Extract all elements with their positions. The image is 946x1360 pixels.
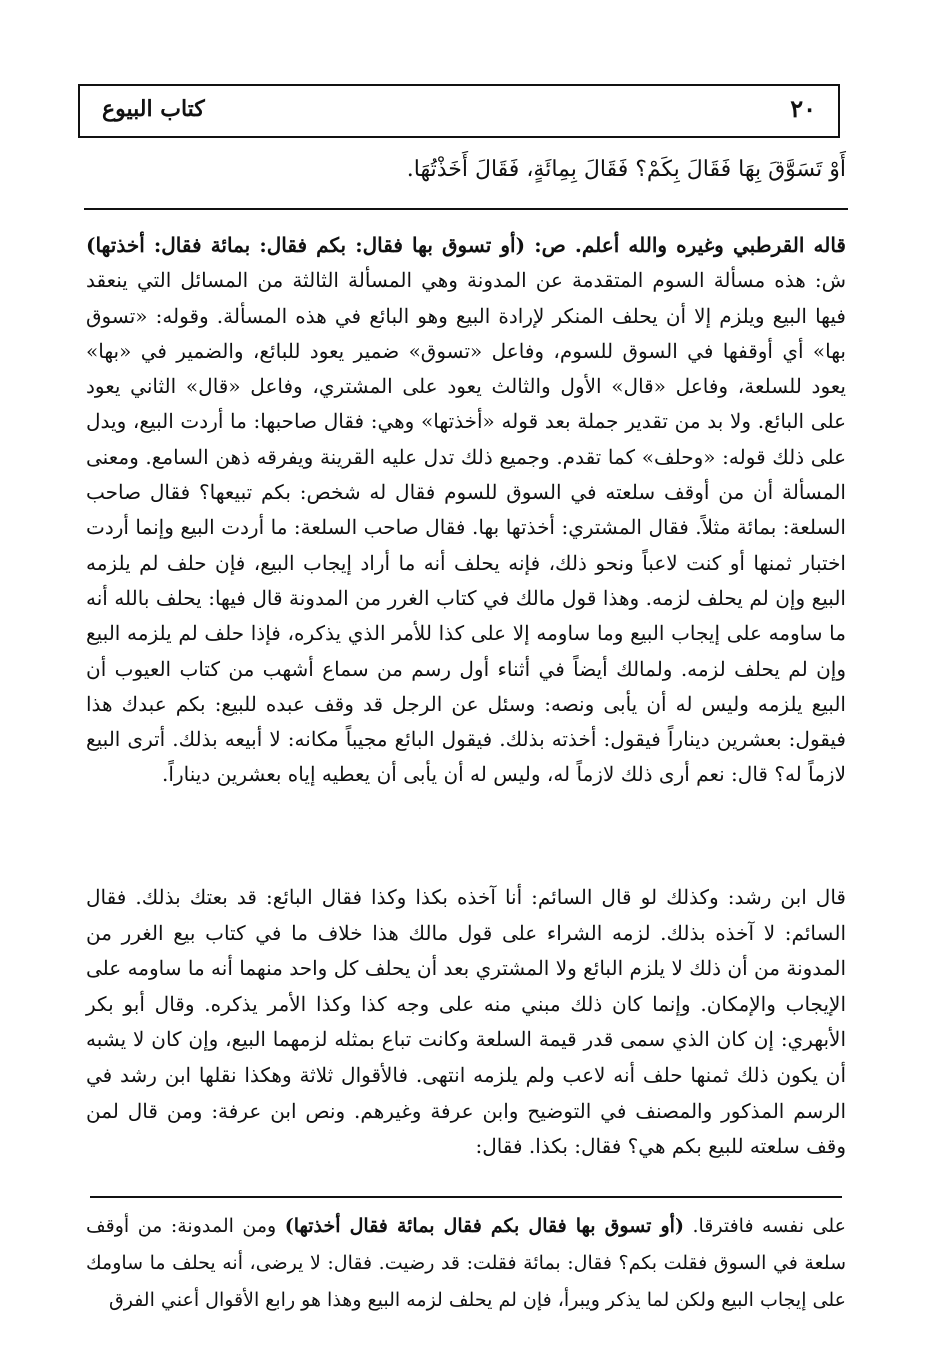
book-title: كتاب البيوع	[102, 96, 205, 122]
page-number: ٢٠	[790, 94, 816, 123]
footnote-commentary	[86, 1208, 846, 1319]
page-header	[78, 84, 840, 138]
top-divider	[84, 208, 848, 210]
footnote-body: ومن المدونة: من أوقف سلعة في السوق فقلت بكم؟ فقال: بمائة فقلت: قد رضيت. فقال: لا يرضى، أنه يحلف ما ساومك على إيجاب البيع ولكن لما يذكر ويبرأ، فإن لم يحلف لزمه البيع وهذا هو رابع الأقوال أعني الفرق	[86, 1215, 846, 1311]
verse-text: أَوْ تَسَوَّقَ بِهَا فَقَالَ بِكَمْ؟ فَقَالَ بِمِائَةٍ، فَقَالَ أَخَذْتُهَا.	[406, 157, 846, 182]
footnote-lead: (أو تسوق بها فقال بكم فقال بمائة فقال أخذتها)	[284, 1215, 684, 1237]
footnote-divider	[90, 1196, 842, 1198]
main-commentary	[86, 228, 846, 793]
secondary-commentary: قال ابن رشد: وكذلك لو قال السائم: أنا آخذه بكذا وكذا فقال البائع: قد بعتك بذلك. فقال السائم: لا آخذه بذلك. لزمه الشراء على قول مالك هذا خلاف ما في كتاب بيع الغرر من المدونة من أن ذلك لا يلزم البائع ولا المشتري بعد أن يحلف كل واحد منهما أنه ما ساومه على الإيجاب والإمكان. وإنما كان ذلك مبني منه على وجه كذا وكذا الأمر يذكره. وقال أبو بكر الأبهري: إن كان الذي سمى قدر قيمة السلعة وكانت تباع بمثله لزمهما البيع، وإن كان لا يشبه أن يكون ذلك ثمنها حلف أنه لاعب ولم يلزمه انتهى. فالأقوال ثلاثة وهكذا نقلها ابن رشد في الرسم المذكور والمصنف في التوضيح وابن عرفة وغيرهم. ونص ابن عرفة: ومن قال لمن وقف سلعته للبيع بكم هي؟ فقال: بكذا. فقال:	[86, 885, 846, 1159]
main-lead: قاله القرطبي وغيره والله أعلم. ص: (أو تسوق بها فقال: بكم فقال: بمائة فقال: أخذتها)	[86, 233, 846, 257]
footnote-pre: على نفسه فافترقا.	[692, 1215, 847, 1237]
main-body: ش: هذه مسألة السوم المتقدمة عن المدونة وهي المسألة الثالثة من المسائل التي ينعقد فيها البيع ويلزم إلا أن يحلف المنكر لإرادة البيع وهو البائع في هذه المسألة. وقوله: «تسوق بها» أي أوقفها في السوق للسوم، وفاعل «تسوق» ضمير يعود للبائع، والضمير في «بها» يعود للسلعة، وفاعل «قال» الأول والثالث يعود على المشتري، وفاعل «قال» الثاني يعود على البائع. ولا بد من تقدير جملة بعد قوله «أخذتها» وهي: فقال صاحبها: ما أردت البيع، ويدل على ذلك قوله: «وحلف» كما تقدم. وجميع ذلك تدل عليه القرينة ويفرقه ذهن السامع. ومعنى المسألة أن من أوقف سلعته في السوق للسوم فقال له شخص: بكم تبيعها؟ فقال صاحب السلعة: بمائة مثلاً. فقال المشتري: أخذتها بها. فقال صاحب السلعة: ما أردت البيع وإنما أردت اختبار ثمنها أو كنت لاعباً ونحو ذلك، فإنه يحلف أنه ما أراد إيجاب البيع، فإن حلف لم يلزمه البيع وإن لم يحلف لزمه. وهذا قول مالك في كتاب الغرر من المدونة قال فيها: يحلف بالله أنه ما ساومه على إيجاب البيع وما ساومه إلا على كذا للأمر الذي يذكره، فإذا حلف لم يلزمه البيع وإن لم يحلف لزمه. ولمالك أيضاً في أثناء أول رسم من سماع أشهب من كتاب العيوب أن البيع يلزمه وليس له أن يأبى ونصه: وسئل عن الرجل قد وقف عبده للبيع: بكم عبدك هذا فيقول: بعشرين ديناراً فيقول: أخذته بذلك. فيقول البائع مجيباً مكانه: لا أبيعه بذلك. أترى البيع لازماً له؟ قال: نعم أرى ذلك لازماً له، وليس له أن يأبى أن يعطيه إياه بعشرين ديناراً.	[86, 268, 846, 787]
